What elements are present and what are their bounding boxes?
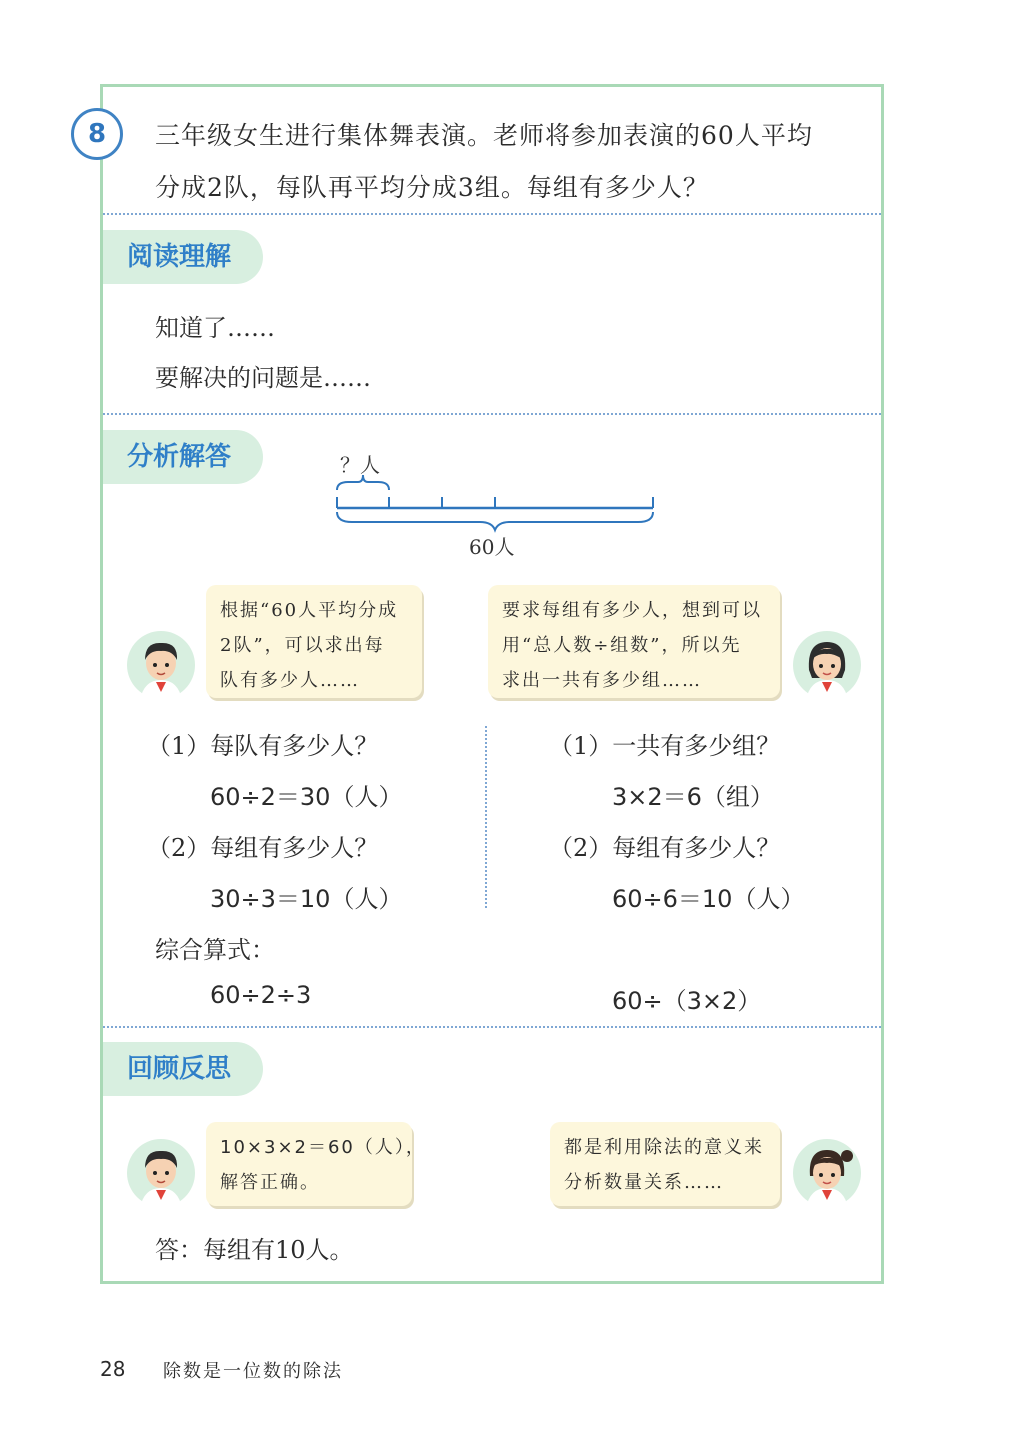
bubble-line: 根据“60人平均分成 [220, 600, 399, 621]
right-a2: 60÷6＝10（人） [612, 885, 805, 913]
section-tab-review: 回顾反思 [103, 1042, 263, 1096]
diagram-top-label: ？人 [340, 453, 380, 477]
answer-text: 答：每组有10人。 [155, 1236, 354, 1264]
bubble-line: 解答正确。 [220, 1172, 320, 1193]
bubble-line: 用“总人数÷组数”，所以先 [502, 635, 742, 656]
section-tab-reading: 阅读理解 [103, 230, 263, 284]
known-text: 知道了…… [155, 314, 275, 342]
girl-avatar [792, 1138, 862, 1208]
review-boy-bubble [206, 1122, 426, 1206]
bubble-line: 都是利用除法的意义来 [564, 1137, 764, 1158]
segment-diagram [330, 450, 670, 560]
left-a2: 30÷3＝10（人） [210, 885, 403, 913]
right-combined: 60÷（3×2） [612, 987, 762, 1015]
boy-avatar [126, 1138, 196, 1208]
bubble-line: 队有多少人…… [220, 670, 360, 691]
problem-line-2: 分成2队，每队再平均分成3组。每组有多少人？ [155, 173, 709, 202]
left-q2: （2）每组有多少人？ [147, 834, 379, 862]
combined-label: 综合算式： [155, 936, 275, 964]
girl-avatar [792, 630, 862, 700]
solution-separator [485, 726, 487, 908]
boy-speech-bubble [206, 585, 422, 698]
problem-line-1: 三年级女生进行集体舞表演。老师将参加表演的60人平均 [155, 121, 813, 150]
diagram-bottom-label: 60人 [469, 535, 515, 559]
bubble-line: 2队”，可以求出每 [220, 635, 385, 656]
bubble-line: 分析数量关系…… [564, 1172, 724, 1193]
section-tab-analysis: 分析解答 [103, 430, 263, 484]
problem-number-badge: 8 [71, 108, 123, 160]
left-a1: 60÷2＝30（人） [210, 783, 403, 811]
right-q1: （1）一共有多少组？ [549, 732, 781, 760]
right-q2: （2）每组有多少人？ [549, 834, 781, 862]
girl-speech-bubble [488, 585, 780, 698]
page-number: 28 [100, 1357, 126, 1381]
right-a1: 3×2＝6（组） [612, 783, 774, 811]
question-text: 要解决的问题是…… [155, 364, 371, 392]
chapter-title: 除数是一位数的除法 [163, 1361, 343, 1382]
bubble-line: 求出一共有多少组…… [502, 670, 702, 691]
left-combined: 60÷2÷3 [210, 981, 312, 1009]
bubble-line: 10×3×2＝60（人）， [220, 1137, 426, 1158]
divider [103, 213, 881, 215]
top-brace [337, 475, 389, 490]
review-girl-bubble [550, 1122, 780, 1206]
bubble-line: 要求每组有多少人，想到可以 [502, 600, 762, 621]
divider [103, 1026, 881, 1028]
boy-avatar [126, 630, 196, 700]
left-q1: （1）每队有多少人？ [147, 732, 379, 760]
divider [103, 413, 881, 415]
bottom-brace [337, 512, 653, 530]
